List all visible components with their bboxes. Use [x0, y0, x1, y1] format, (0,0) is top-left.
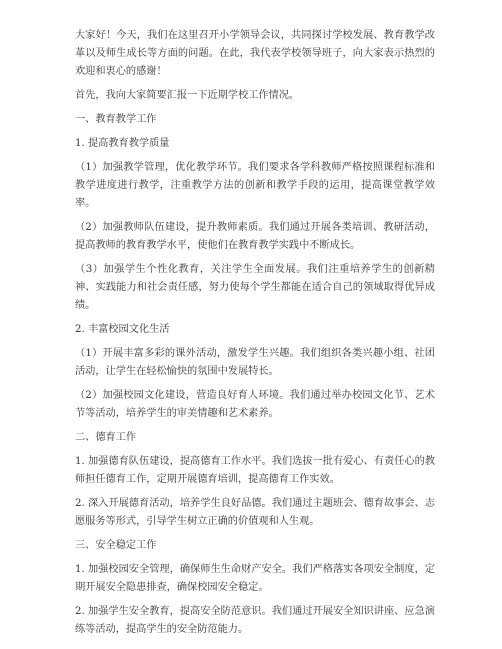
- section-heading-safety: 三、安全稳定工作: [75, 540, 157, 551]
- paragraph-intro: 首先，我向大家简要汇报一下近期学校工作情况。: [75, 90, 300, 101]
- section-heading-moral: 二、德育工作: [75, 432, 137, 443]
- paragraph-safety-management: 1. 加强校园安全管理，确保师生生命财产安全。我们严格落实各项安全制度，定期开展安全隐患排查，确保校园安全稳定。: [75, 564, 435, 593]
- subheading-campus-culture: 2. 丰富校园文化生活: [75, 324, 170, 335]
- paragraph-greeting: 大家好！今天，我们在这里召开小学领导会议，共同探讨学校发展、教育教学改革以及师生成长等方面的问题。在此，我代表学校领导班子，向大家表示热烈的欢迎和衷心的感谢！: [75, 30, 435, 77]
- section-heading-teaching: 一、教育教学工作: [75, 114, 157, 125]
- paragraph-culture-building: （2）加强校园文化建设，营造良好育人环境。我们通过举办校园文化节、艺术节等活动，培养学生的审美情趣和艺术素养。: [75, 390, 435, 419]
- paragraph-teaching-management: （1）加强教学管理，优化教学环节。我们要求各学科教师严格按照课程标准和教学进度进行教学，注重教学方法的创新和教学手段的运用，提高课堂教学效率。: [75, 162, 435, 209]
- document-body: [75, 27, 435, 645]
- paragraph-teacher-team: （2）加强教师队伍建设，提升教师素质。我们通过开展各类培训、教研活动，提高教师的教育教学水平，使他们在教育教学实践中不断成长。: [75, 222, 435, 251]
- paragraph-safety-education: 2. 加强学生安全教育，提高安全防范意识。我们通过开展安全知识讲座、应急演练等活动，提高学生的安全防范能力。: [75, 606, 435, 635]
- subheading-quality: 1. 提高教育教学质量: [75, 138, 170, 149]
- paragraph-moral-team: 1. 加强德育队伍建设，提高德育工作水平。我们选拔一批有爱心、有责任心的教师担任德育工作，定期开展德育培训，提高德育工作实效。: [75, 456, 435, 485]
- paragraph-student-education: （3）加强学生个性化教育，关注学生全面发展。我们注重培养学生的创新精神、实践能力和社会责任感，努力使每个学生都能在适合自己的领域取得优异成绩。: [75, 264, 435, 311]
- paragraph-moral-activities: 2. 深入开展德育活动，培养学生良好品德。我们通过主题班会、德育故事会、志愿服务等形式，引导学生树立正确的价值观和人生观。: [75, 498, 435, 527]
- paragraph-extracurricular: （1）开展丰富多彩的课外活动，激发学生兴趣。我们组织各类兴趣小组、社团活动，让学生在轻松愉快的氛围中发展特长。: [75, 348, 435, 377]
